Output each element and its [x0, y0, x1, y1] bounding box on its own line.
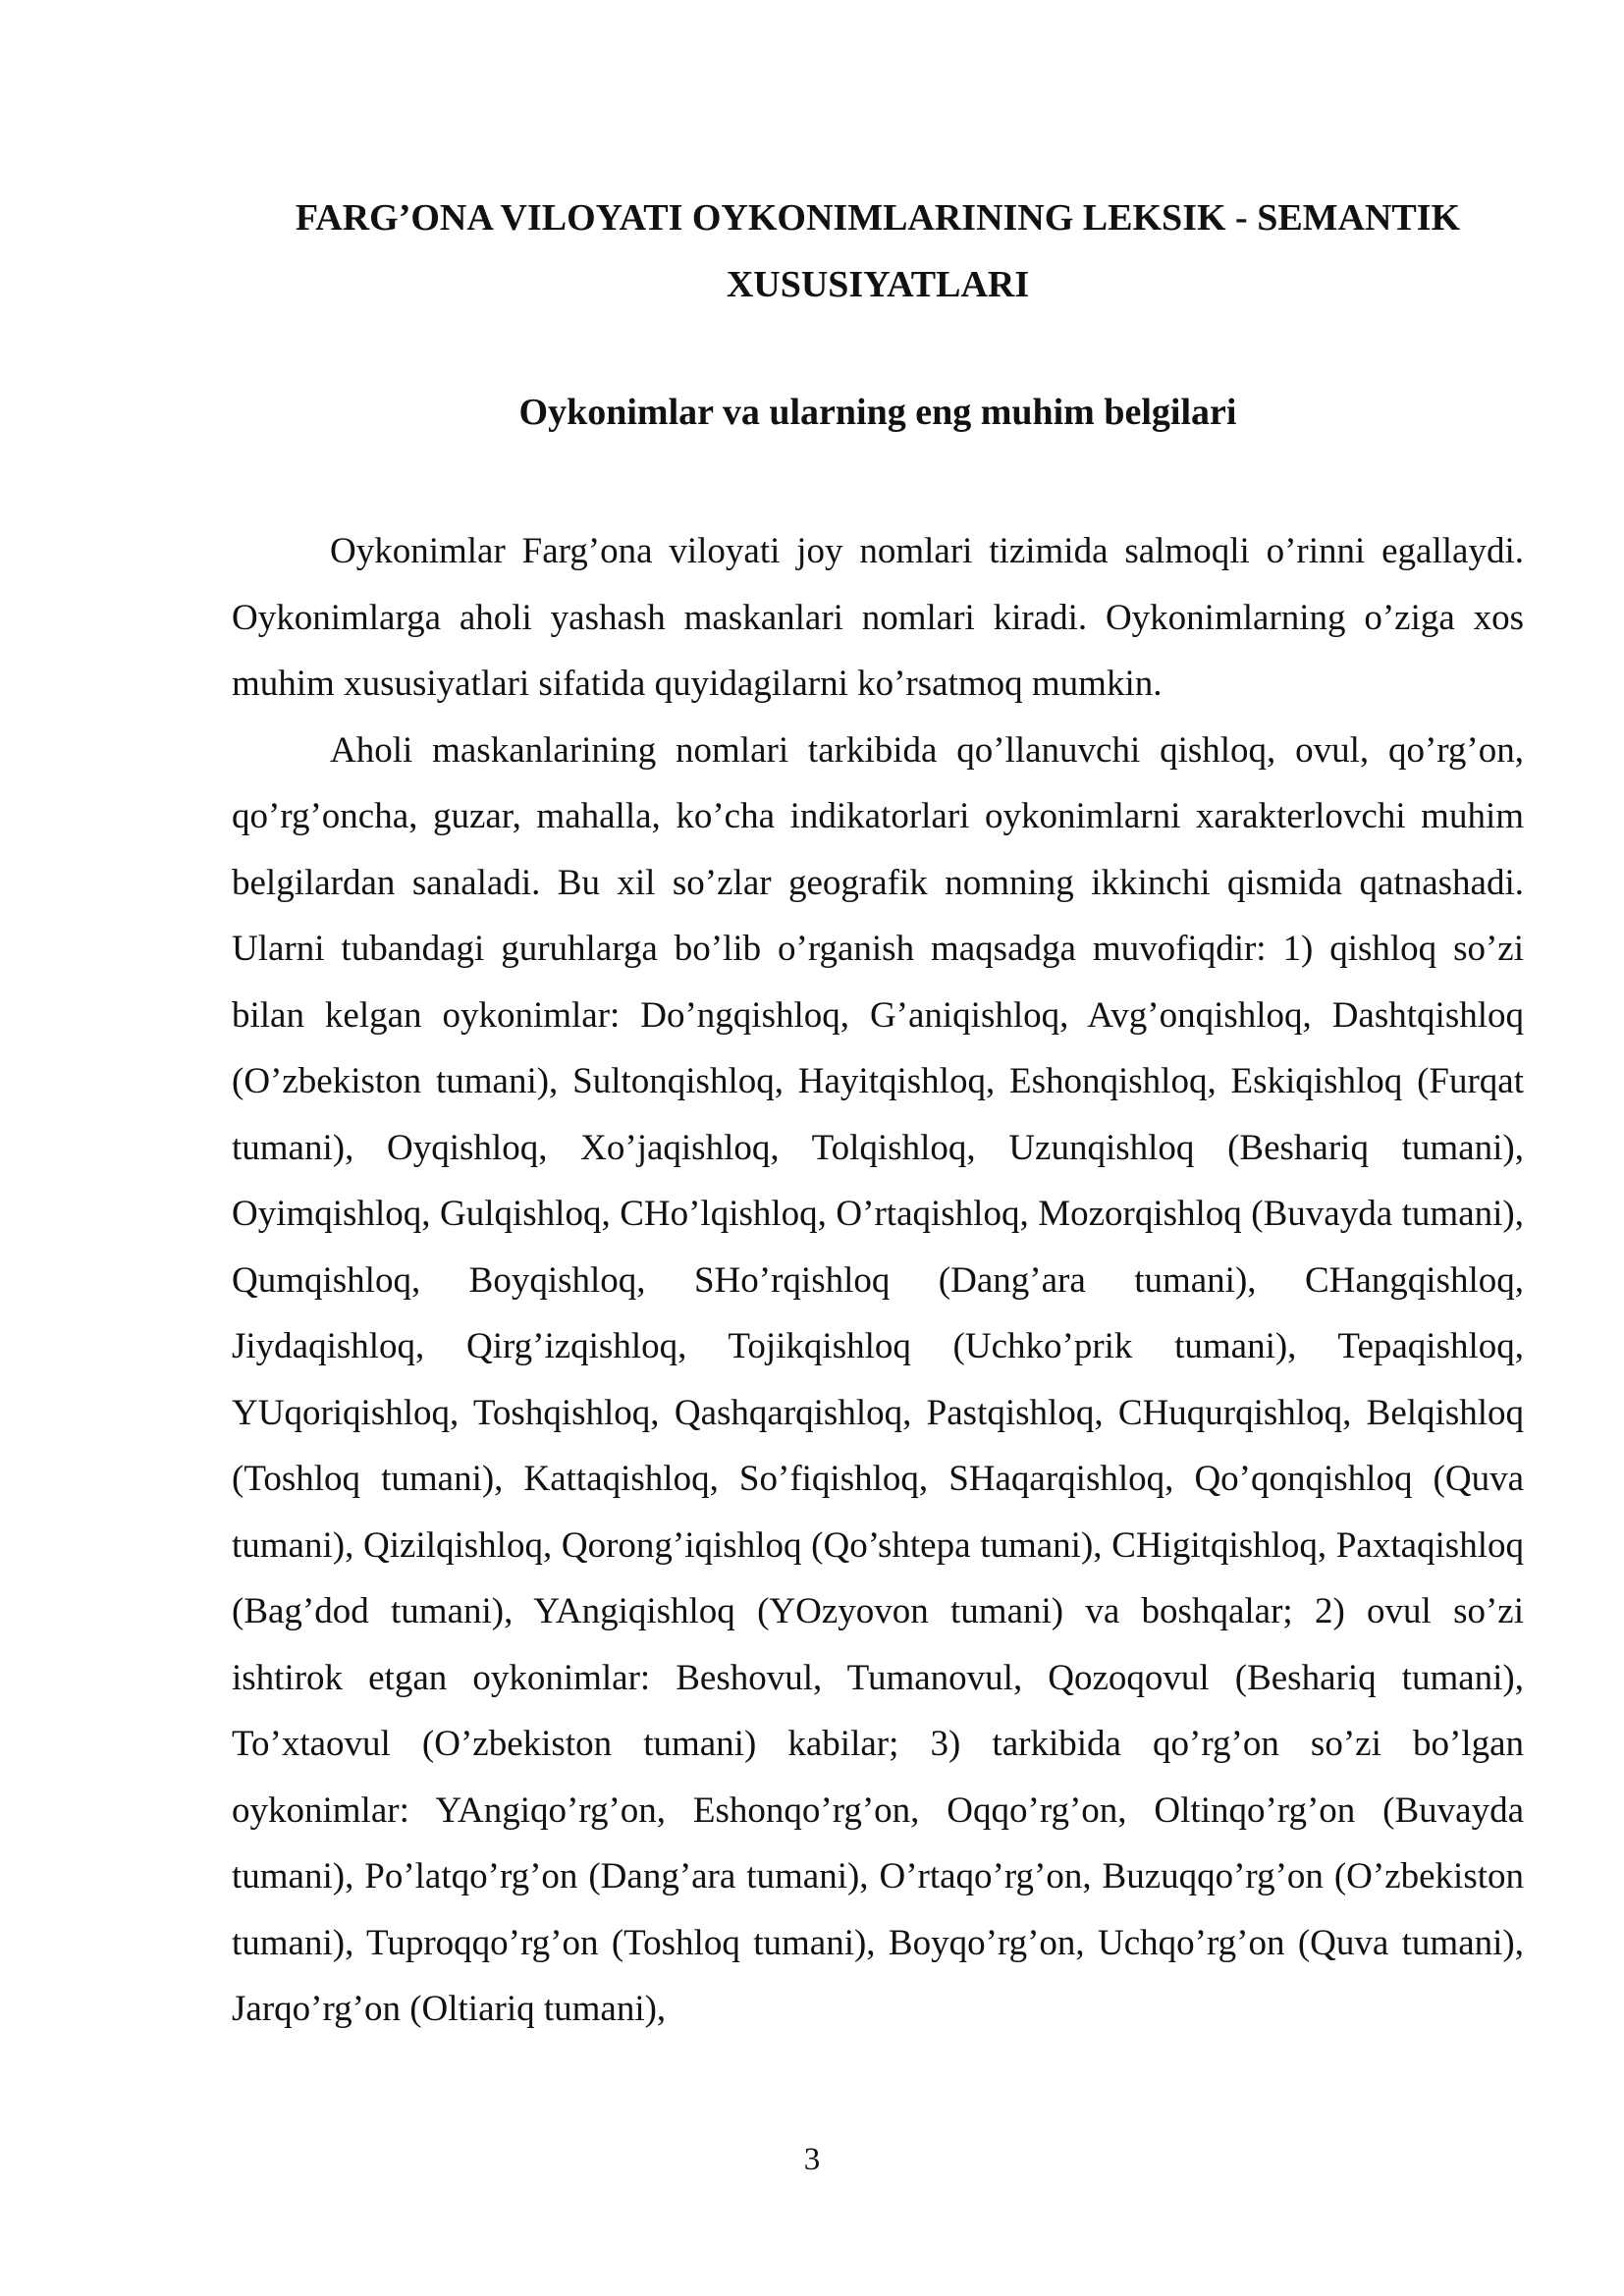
- title-line-2: XUSUSIYATLARI: [726, 264, 1030, 305]
- document-title: [232, 185, 1524, 318]
- section-subtitle: Oykonimlar va ularning eng muhim belgilari: [518, 392, 1237, 433]
- paragraph: Oykonimlar Farg’ona viloyati joy nomlari tizimida salmoqli o’rinni egallaydi. Oykonimlarga aholi yashash maskanlari nomlari kiradi. Oykonimlarning o’ziga xos muhim xususiyatlari sifatida quyidagilarni ko’rsatmoq mumkin.: [232, 531, 1524, 704]
- title-line-1: FARG’ONA VILOYATI OYKONIMLARINING LEKSIK - SEMANTIK: [295, 197, 1461, 239]
- page-number: 3: [803, 2142, 821, 2177]
- paragraph: Aholi maskanlarining nomlari tarkibida qo’llanuvchi qishloq, ovul, qo’rg’on, qo’rg’oncha, guzar, mahalla, ko’cha indikatorlari oykonimlarni xarakterlovchi muhim belgilardan sanaladi. Bu xil so’zlar geografik nomning ikkinchi qismida qatnashadi. Ularni tubandagi guruhlarga bo’lib o’rganish maqsadga muvofiqdir: 1) qishloq so’zi bilan kelgan oykonimlar: Do’ngqishloq, G’aniqishloq, Avg’onqishloq, Dashtqishloq (O’zbekiston tumani), Sultonqishloq, Hayitqishloq, Eshonqishloq, Eskiqishloq (Furqat tumani), Oyqishloq, Xo’jaqishloq, Tolqishloq, Uzunqishloq (Beshariq tumani), Oyimqishloq, Gulqishloq, CHo’lqishloq, O’rtaqishloq, Mozorqishloq (Buvayda tumani), Qumqishloq, Boyqishloq, SHo’rqishloq (Dang’ara tumani), CHangqishloq, Jiydaqishloq, Qirg’izqishloq, Tojikqishloq (Uchko’prik tumani), Tepaqishloq, YUqoriqishloq, Toshqishloq, Qashqarqishloq, Pastqishloq, CHuqurqishloq, Belqishloq (Toshloq tumani), Kattaqishloq, So’fiqishloq, SHaqarqishloq, Qo’qonqishloq (Quva tumani), Qizilqishloq, Qorong’iqishloq (Qo’shtepa tumani), CHigitqishloq, Paxtaqishloq (Bag’dod tumani), YAngiqishloq (YOzyovon tumani) va boshqalar; 2) ovul so’zi ishtirok etgan oykonimlar: Beshovul, Tumanovul, Qozoqovul (Beshariq tumani), To’xtaovul (O’zbekiston tumani) kabilar; 3) tarkibida qo’rg’on so’zi bo’lgan oykonimlar: YAngiqo’rg’on, Eshonqo’rg’on, Oqqo’rg’on, Oltinqo’rg’on (Buvayda tumani), Po’latqo’rg’on (Dang’ara tumani), O’rtaqo’rg’on, Buzuqqo’rg’on (O’zbekiston tumani), Tuproqqo’rg’on (Toshloq tumani), Boyqo’rg’on, Uchqo’rg’on (Quva tumani), Jarqo’rg’on (Oltiariq tumani),: [232, 729, 1524, 2029]
- body-text: [232, 518, 1524, 2043]
